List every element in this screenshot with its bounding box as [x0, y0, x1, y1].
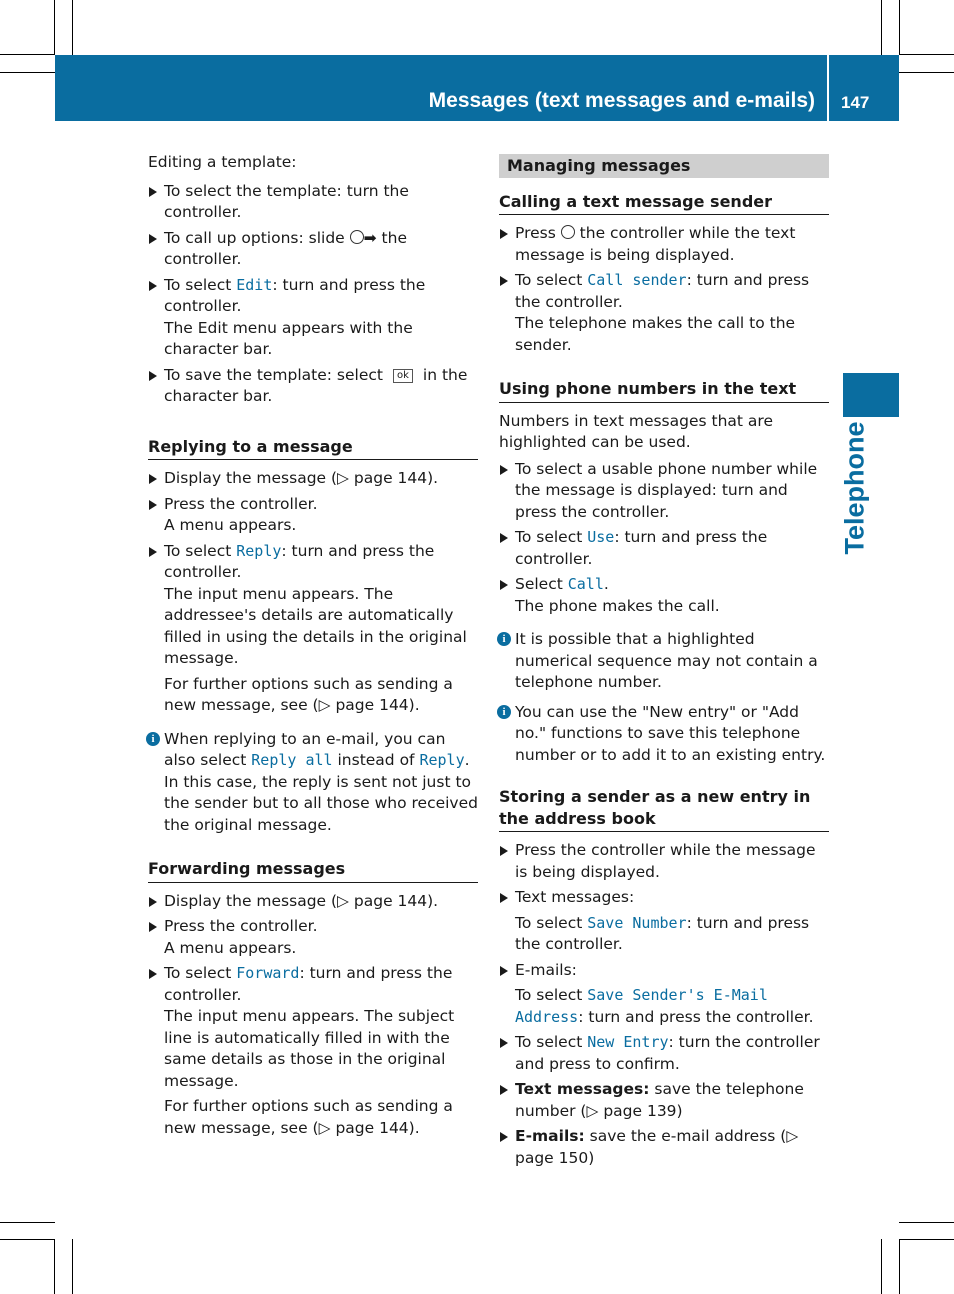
- item-text: To select: [164, 275, 237, 294]
- page-title: Messages (text messages and e-mails): [428, 89, 815, 112]
- controller-slide-icon: [350, 230, 364, 244]
- item-text: To select: [164, 541, 237, 560]
- item-text: E-mails:: [515, 960, 577, 979]
- section-bar: Managing messages: [499, 154, 829, 178]
- list-item: [148, 916, 478, 959]
- item-text: save the telephone number (▷ page 139): [515, 1080, 804, 1120]
- editing-intro: Editing a template:: [148, 153, 297, 171]
- info-text: . In this case, the reply is sent not just to the sender but to all those who received the original message.: [164, 751, 478, 834]
- item-text: Display the message (▷ page 144).: [164, 469, 439, 487]
- crop-mark: [899, 1239, 954, 1240]
- info-icon: i: [497, 632, 511, 646]
- item-note: The Edit menu appears with the character bar.: [164, 318, 413, 358]
- item-note: The phone makes the call.: [515, 596, 720, 615]
- item-note: The telephone makes the call to the sender.: [515, 314, 796, 354]
- right-column: [499, 154, 829, 1173]
- info-icon: i: [146, 732, 160, 746]
- item-note: [515, 985, 829, 1028]
- crop-mark: [54, 0, 55, 55]
- list-item: [148, 365, 478, 408]
- list-item: [148, 541, 478, 717]
- ok-key-icon: ok: [393, 369, 413, 383]
- menu-item-code: Reply: [236, 541, 282, 560]
- list-item: [499, 840, 829, 883]
- list-item: [499, 223, 829, 266]
- info-text: instead of: [332, 751, 420, 769]
- item-text: save the e-mail address (▷ page 150): [515, 1127, 799, 1167]
- crop-mark: [0, 1222, 55, 1223]
- crop-mark: [899, 54, 954, 55]
- list-item: [499, 1079, 829, 1122]
- list-item: To call up options: slide ➡ the controller.: [148, 228, 478, 271]
- menu-item-code: Save Sender's E-Mail Address: [515, 986, 768, 1026]
- crop-mark: [72, 1239, 73, 1294]
- menu-item-code: Call: [567, 575, 604, 593]
- header-divider: [827, 55, 829, 121]
- crop-mark: [0, 1239, 55, 1240]
- item-label: Text messages:: [515, 1080, 650, 1098]
- menu-item-code: Reply all: [251, 751, 333, 769]
- item-text: To select: [515, 913, 588, 932]
- item-text: To select: [515, 528, 588, 546]
- item-text: Text messages:: [515, 888, 635, 906]
- crop-mark: [0, 72, 55, 73]
- item-text: : turn and press the controller.: [164, 964, 453, 1004]
- info-text: When replying to an e-mail, you can also select: [164, 729, 446, 769]
- menu-item-code: Save Number: [587, 913, 687, 932]
- item-note: [515, 913, 829, 956]
- crop-mark: [72, 0, 73, 55]
- chapter-tab: [843, 373, 899, 417]
- item-label: E-mails:: [515, 1127, 585, 1145]
- page-number: 147: [841, 93, 870, 112]
- item-text: Press the controller.: [164, 917, 318, 935]
- chapter-label-text: Telephone: [839, 421, 870, 555]
- list-item: [148, 468, 478, 490]
- header-bar: [55, 55, 899, 121]
- section-intro: Numbers in text messages that are highlighted can be used.: [499, 411, 773, 451]
- item-text: Select: [515, 575, 568, 593]
- item-text: Press the controller while the message is being displayed.: [515, 841, 816, 881]
- menu-item-code: Edit: [236, 275, 273, 294]
- crop-mark: [881, 0, 882, 55]
- list-item: [499, 887, 829, 956]
- crop-mark: [899, 0, 900, 55]
- item-text: the controller.: [164, 228, 407, 268]
- menu-item-code: New Entry: [587, 1033, 669, 1051]
- info-text: You can use the "New entry" or "Add no." functions to save this telephone number or to add it to an existing entry.: [515, 702, 826, 764]
- list-item: [499, 270, 829, 356]
- list-item: [148, 963, 478, 1139]
- crop-mark: [0, 54, 55, 55]
- item-text: To select: [164, 964, 237, 982]
- item-text: Display the message (▷ page 144).: [164, 891, 439, 910]
- menu-item-code: Reply: [419, 751, 465, 769]
- list-item: [499, 574, 829, 617]
- item-note: The input menu appears. The subject line is automatically filled in with the same details as those in the original message.: [164, 1007, 455, 1090]
- item-text: To select: [515, 271, 588, 289]
- item-text: : turn and press the controller.: [515, 528, 768, 568]
- item-text: : turn and press the controller.: [578, 1007, 814, 1026]
- item-text: To call up options: slide: [164, 228, 350, 247]
- section-heading: Replying to a message: [148, 436, 478, 461]
- menu-item-code: Use: [587, 528, 615, 546]
- menu-item-code: Call sender: [587, 271, 687, 289]
- item-note: For further options such as sending a new message, see (▷ page 144).: [164, 674, 453, 714]
- list-item: [499, 459, 829, 524]
- item-note: A menu appears.: [164, 938, 297, 957]
- controller-press-icon: [561, 225, 575, 239]
- list-item: [499, 1032, 829, 1075]
- section-heading: Forwarding messages: [148, 858, 478, 883]
- item-text: : turn and press the controller.: [164, 275, 426, 315]
- item-text: .: [603, 575, 609, 593]
- item-note: The input menu appears. The addressee's details are automatically filled in using the details in the original message.: [164, 584, 467, 667]
- list-item: [148, 181, 478, 224]
- list-item: [499, 527, 829, 570]
- crop-mark: [899, 72, 954, 73]
- item-text: To select: [515, 1033, 588, 1051]
- list-item: [499, 1126, 829, 1169]
- info-icon: i: [497, 705, 511, 719]
- item-text: To select the template: turn the controller.: [164, 181, 409, 221]
- item-text: the controller while the text message is being displayed.: [515, 224, 796, 264]
- item-note: For further options such as sending a new message, see (▷ page 144).: [164, 1097, 453, 1137]
- info-note: [499, 702, 829, 767]
- item-text: Press the controller.: [164, 494, 318, 513]
- crop-mark: [881, 1239, 882, 1294]
- item-text: To select: [515, 986, 588, 1004]
- left-column: [148, 152, 478, 1143]
- item-text: : turn the controller and press to confirm.: [515, 1033, 820, 1073]
- item-text: Press: [515, 224, 561, 242]
- info-text: It is possible that a highlighted numerical sequence may not contain a telephone number.: [515, 630, 818, 691]
- section-heading: Using phone numbers in the text: [499, 378, 829, 403]
- item-note: A menu appears.: [164, 516, 297, 534]
- crop-mark: [899, 1222, 954, 1223]
- item-text: : turn and press the controller.: [515, 913, 810, 953]
- info-note: [148, 729, 478, 837]
- list-item: [148, 275, 478, 361]
- info-note: [499, 629, 829, 694]
- list-item: [148, 494, 478, 537]
- section-heading: Calling a text message sender: [499, 191, 829, 216]
- item-text: To save the template: select: [164, 365, 383, 384]
- section-heading: Storing a sender as a new entry in the address book: [499, 786, 829, 832]
- list-item: [499, 960, 829, 1029]
- item-text: : turn and press the controller.: [515, 271, 810, 311]
- item-text: To select a usable phone number while the message is displayed: turn and press the controller.: [515, 459, 818, 521]
- crop-mark: [899, 1239, 900, 1294]
- item-text: : turn and press the controller.: [164, 541, 435, 581]
- menu-item-code: Forward: [236, 964, 300, 982]
- list-item: [148, 891, 478, 913]
- item-text: in the character bar.: [164, 365, 468, 405]
- crop-mark: [54, 1239, 55, 1294]
